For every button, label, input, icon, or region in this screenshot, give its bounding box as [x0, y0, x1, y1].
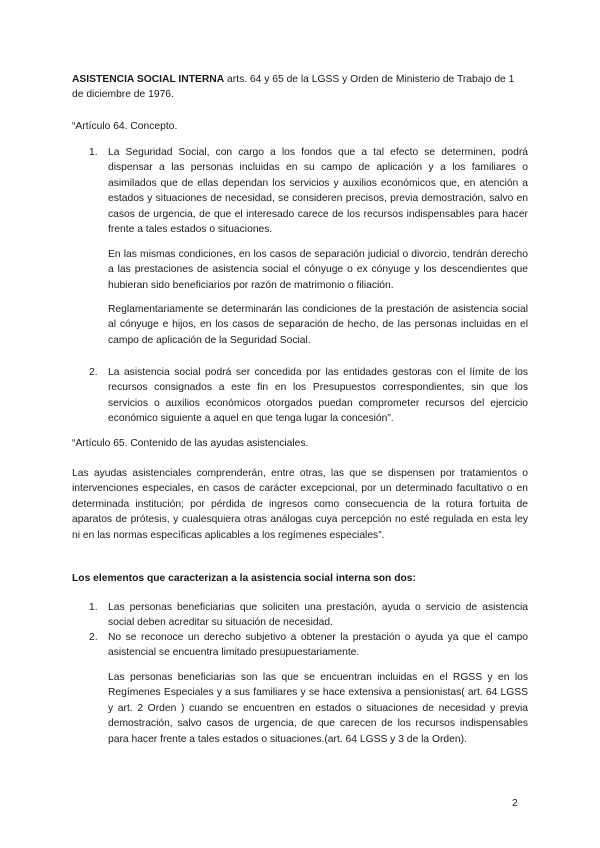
article-65-body: Las ayudas asistenciales comprenderán, entre otras, las que se dispensen por tratamientos o intervenciones especiales, en casos de carácter excepcional, por un determinado facultativo o en determinada institución; por pérdida de ingresos como consecuencia de la rotura fortuita de aparatos de prótesis, y cualesquiera otras análogas cuya percepción no esté regulada en esta ley ni en las normas específicas aplicables a los regímenes especiales”. — [72, 468, 528, 541]
elements-item-1: Las personas beneficiarias que soliciten una prestación, ayuda o servicio de asistencia social deben acreditar su situación de necesidad. — [108, 602, 528, 629]
article-64-item-1-paragraph-1: La Seguridad Social, con cargo a los fondos que a tal efecto se determinen, podrá dispensar a las personas incluidas en su campo de aplicación y a los familiares o asimilados que de ellas dependan los servicios y auxilios económicos que, en atención a estados y situaciones de necesidad, se consideren precisos, previa demostración, salvo en casos de urgencia, de que el interesado carece de los recursos indispensables para hacer frente a tales estados o situaciones. — [108, 147, 528, 236]
intro-text: arts. 64 y 65 de la LGSS y Orden de Ministerio de Trabajo de 1 de diciembre de 1976. — [72, 74, 515, 101]
article-65-heading: “Artículo 65. Contenido de las ayudas asistenciales. — [72, 438, 309, 449]
page-number: 2 — [512, 798, 518, 809]
article-64-item-1-paragraph-3: Reglamentariamente se determinarán las condiciones de la prestación de asistencia social al cónyuge e hijos, en los casos de separación de hecho, de las personas incluidas en el campo de aplicación de la Seguridad Social. — [108, 304, 528, 346]
intro-title: ASISTENCIA SOCIAL INTERNA — [72, 74, 225, 85]
elements-closing-paragraph: Las personas beneficiarias son las que se encuentran incluidas en el RGSS y en los Regímenes Especiales y a sus familiares y se hace extensiva a pensionistas( art. 64 LGSS y art. 2 Orden ) cuando se encuentren en estados o situaciones de necesidad y previa demostración, salvo casos de urgencia, de que carecen de los recursos indispensables para hacer frente a tales estados o situaciones.(art. 64 LGSS y 3 de la Orden). — [108, 672, 528, 745]
article-64-item-2-paragraph: La asistencia social podrá ser concedida por las entidades gestoras con el límite de los recursos consignados a este fin en los Presupuestos correspondientes, sin que los servicios o auxilios económicos otorgados puedan comprometer recursos del ejercicio económico siguiente a aquel en que tenga lugar la concesión”. — [108, 367, 528, 425]
list-number: 1. — [89, 602, 98, 613]
article-64-item-1-paragraph-2: En las mismas condiciones, en los casos de separación judicial o divorcio, tendrán derecho a las prestaciones de asistencia social el cónyuge o ex cónyuge y los descendientes que hubieran sido beneficiarios por razón de matrimonio o filiación. — [108, 249, 528, 291]
list-number: 2. — [89, 367, 98, 378]
intro-paragraph — [72, 72, 528, 103]
list-number: 1. — [89, 147, 98, 158]
elements-item-2: No se reconoce un derecho subjetivo a obtener la prestación o ayuda ya que el campo asistencial se encuentra limitado presupuestariamente. — [108, 632, 528, 659]
list-number: 2. — [89, 632, 98, 643]
article-64-heading: “Artículo 64. Concepto. — [72, 121, 178, 132]
elements-heading: Los elementos que caracterizan a la asistencia social interna son dos: — [72, 573, 416, 584]
